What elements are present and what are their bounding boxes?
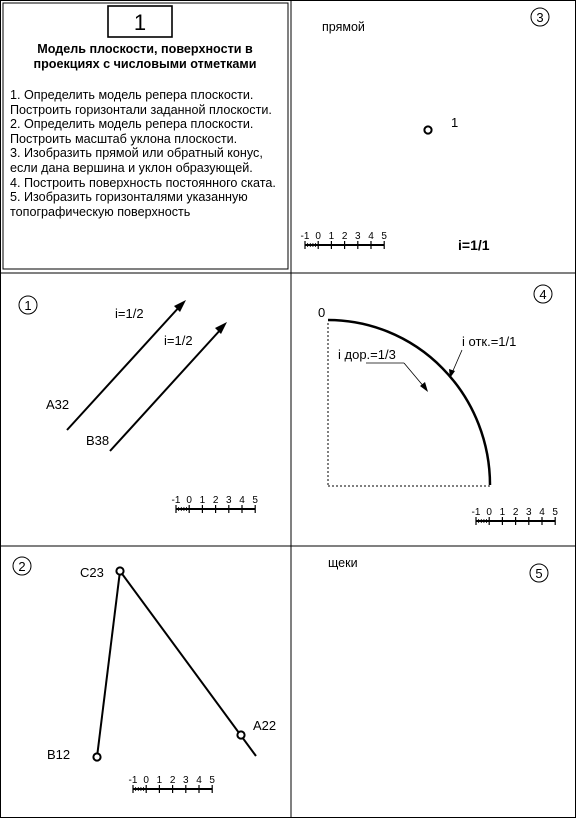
panel3-scale-label: 0 <box>315 231 321 242</box>
task-item-5: 5. Изобразить горизонталями указанную топографическую поверхность <box>10 190 248 219</box>
task-item-1: 1. Определить модель репера плоскости. Построить горизонтали заданной плоскости. <box>10 88 272 117</box>
panel1-point-a: A32 <box>46 397 70 412</box>
task-item-2: 2. Определить модель репера плоскости. Построить масштаб уклона плоскости. <box>10 117 254 146</box>
panel5-surface-name: щеки <box>328 556 358 570</box>
panel2-line-ca <box>120 571 256 756</box>
task-list <box>10 88 288 219</box>
panel3-scale-label: 1 <box>328 231 335 242</box>
panel4-scale-label: 4 <box>539 507 545 518</box>
panel1-scale-label: 1 <box>199 495 206 506</box>
panel2-scale-label: 2 <box>169 775 176 786</box>
panel3-scale-label: 2 <box>341 231 348 242</box>
panel2-number: 2 <box>18 559 26 574</box>
task-title: Модель плоскости, поверхности в проекциях с числовыми отметками <box>33 42 257 71</box>
panel5-number: 5 <box>535 566 543 581</box>
panel2-scale-label: -1 <box>128 775 138 786</box>
panel4-scale-label: 3 <box>526 507 532 518</box>
variant-number: 1 <box>133 10 147 35</box>
panel2-point-b-marker <box>93 753 100 760</box>
panel1-point-b: B38 <box>86 433 110 448</box>
panel4-scale-label: 0 <box>486 507 492 518</box>
panel3-number: 3 <box>536 10 544 25</box>
task-item-3: 3. Изобразить прямой или обратный конус, если дана вершина и уклон образующей. <box>10 146 263 175</box>
panel3-vertex-label: 1 <box>451 115 459 130</box>
panel2-scale-label: 4 <box>196 775 202 786</box>
panel2-scale-label: 5 <box>209 775 215 786</box>
panel2-scale-label: 3 <box>183 775 189 786</box>
panel2-point-b: B12 <box>47 747 71 762</box>
panel2-point-a-marker <box>237 731 244 738</box>
panel4-scale-label: -1 <box>471 507 481 518</box>
panel4-bank-leader <box>452 350 462 373</box>
panel4-zero-label: 0 <box>318 305 326 320</box>
panel1-line-a <box>67 305 181 430</box>
panel1-scale-label: 0 <box>186 495 192 506</box>
panel1-arrow-b <box>215 322 227 334</box>
panel4-slope-road: i дор.=1/3 <box>338 347 396 362</box>
panel3-scale-label: 5 <box>381 231 387 242</box>
panel1-slope-a: i=1/2 <box>115 306 144 321</box>
panel3-scale-label: 4 <box>368 231 374 242</box>
panel4-scale-label: 2 <box>512 507 519 518</box>
panel4-bank-arrow <box>449 369 455 378</box>
panel1-scale-label: -1 <box>171 495 181 506</box>
panel3-slope: i=1/1 <box>458 237 490 253</box>
panel2-point-c: C23 <box>80 565 104 580</box>
panel4-road-leader-d <box>404 363 425 388</box>
panel3-scale-label: -1 <box>300 231 310 242</box>
panel4-scale-label: 5 <box>552 507 558 518</box>
panel1-number: 1 <box>24 298 32 313</box>
panel1-scale-label: 2 <box>212 495 219 506</box>
panel3-vertex-point <box>424 126 431 133</box>
panel4-number: 4 <box>539 287 547 302</box>
panel3-cone-type: прямой <box>322 20 365 34</box>
panel2-line-cb <box>97 571 120 757</box>
panel4-scale-label: 1 <box>499 507 506 518</box>
task-item-4: 4. Построить поверхность постоянного ската. <box>10 175 276 190</box>
panel4-slope-bank: i отк.=1/1 <box>462 334 517 349</box>
panel2-point-a: A22 <box>253 718 277 733</box>
panel2-point-c-marker <box>116 567 123 574</box>
panel2-scale-label: 1 <box>156 775 163 786</box>
panel1-scale-label: 3 <box>226 495 232 506</box>
panel1-scale-label: 4 <box>239 495 245 506</box>
panel1-slope-b: i=1/2 <box>164 333 193 348</box>
panel2-scale-label: 0 <box>143 775 149 786</box>
panel3-scale-label: 3 <box>355 231 361 242</box>
panel1-scale-label: 5 <box>252 495 258 506</box>
linear-scales <box>129 231 559 793</box>
